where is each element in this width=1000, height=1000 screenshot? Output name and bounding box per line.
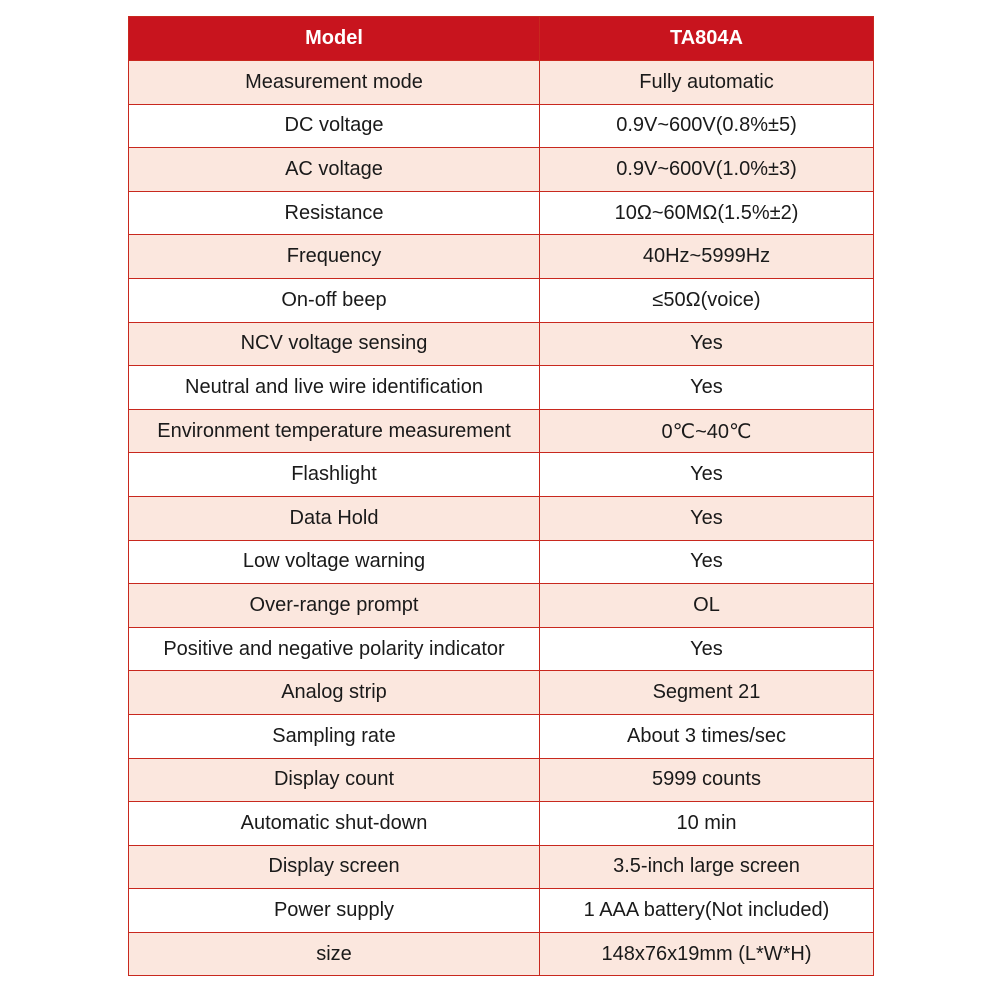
- spec-label: Environment temperature measurement: [129, 409, 540, 453]
- spec-label: Sampling rate: [129, 714, 540, 758]
- table-row: [129, 932, 874, 976]
- spec-label: DC voltage: [129, 104, 540, 148]
- spec-value: Yes: [540, 366, 874, 410]
- table-row: [129, 627, 874, 671]
- spec-label: Flashlight: [129, 453, 540, 497]
- spec-label: Over-range prompt: [129, 584, 540, 628]
- table-row: [129, 540, 874, 584]
- spec-value: 40Hz~5999Hz: [540, 235, 874, 279]
- header-model-label: Model: [129, 17, 540, 61]
- table-row: [129, 278, 874, 322]
- spec-label: Power supply: [129, 889, 540, 933]
- spec-value: 1 AAA battery(Not included): [540, 889, 874, 933]
- spec-label: Frequency: [129, 235, 540, 279]
- spec-label: Neutral and live wire identification: [129, 366, 540, 410]
- table-row: [129, 191, 874, 235]
- spec-value: OL: [540, 584, 874, 628]
- spec-label: Display count: [129, 758, 540, 802]
- table-row: [129, 671, 874, 715]
- spec-value: Segment 21: [540, 671, 874, 715]
- spec-value: 3.5-inch large screen: [540, 845, 874, 889]
- spec-table-body: [129, 61, 874, 976]
- spec-value: About 3 times/sec: [540, 714, 874, 758]
- table-row: [129, 322, 874, 366]
- table-row: [129, 845, 874, 889]
- spec-label: NCV voltage sensing: [129, 322, 540, 366]
- spec-value: Yes: [540, 540, 874, 584]
- spec-label: size: [129, 932, 540, 976]
- spec-value: Yes: [540, 627, 874, 671]
- table-row: [129, 889, 874, 933]
- table-row: [129, 61, 874, 105]
- spec-value: 148x76x19mm (L*W*H): [540, 932, 874, 976]
- spec-value: Fully automatic: [540, 61, 874, 105]
- spec-label: Measurement mode: [129, 61, 540, 105]
- spec-value: Yes: [540, 322, 874, 366]
- spec-label: Analog strip: [129, 671, 540, 715]
- table-row: [129, 235, 874, 279]
- spec-table: [128, 16, 874, 976]
- spec-value: Yes: [540, 453, 874, 497]
- table-row: [129, 584, 874, 628]
- spec-value: Yes: [540, 496, 874, 540]
- spec-label: Display screen: [129, 845, 540, 889]
- header-row: [129, 17, 874, 61]
- spec-label: Resistance: [129, 191, 540, 235]
- spec-value: 0℃~40℃: [540, 409, 874, 453]
- table-row: [129, 148, 874, 192]
- table-row: [129, 758, 874, 802]
- spec-label: On-off beep: [129, 278, 540, 322]
- spec-label: Automatic shut-down: [129, 802, 540, 846]
- spec-label: AC voltage: [129, 148, 540, 192]
- spec-value: 0.9V~600V(0.8%±5): [540, 104, 874, 148]
- table-row: [129, 409, 874, 453]
- spec-value: 0.9V~600V(1.0%±3): [540, 148, 874, 192]
- table-row: [129, 802, 874, 846]
- table-row: [129, 453, 874, 497]
- spec-label: Low voltage warning: [129, 540, 540, 584]
- spec-label: Data Hold: [129, 496, 540, 540]
- spec-value: 10Ω~60MΩ(1.5%±2): [540, 191, 874, 235]
- table-row: [129, 104, 874, 148]
- spec-label: Positive and negative polarity indicator: [129, 627, 540, 671]
- spec-value: 5999 counts: [540, 758, 874, 802]
- spec-value: 10 min: [540, 802, 874, 846]
- spec-value: ≤50Ω(voice): [540, 278, 874, 322]
- header-model-value: TA804A: [540, 17, 874, 61]
- table-row: [129, 366, 874, 410]
- table-row: [129, 496, 874, 540]
- table-row: [129, 714, 874, 758]
